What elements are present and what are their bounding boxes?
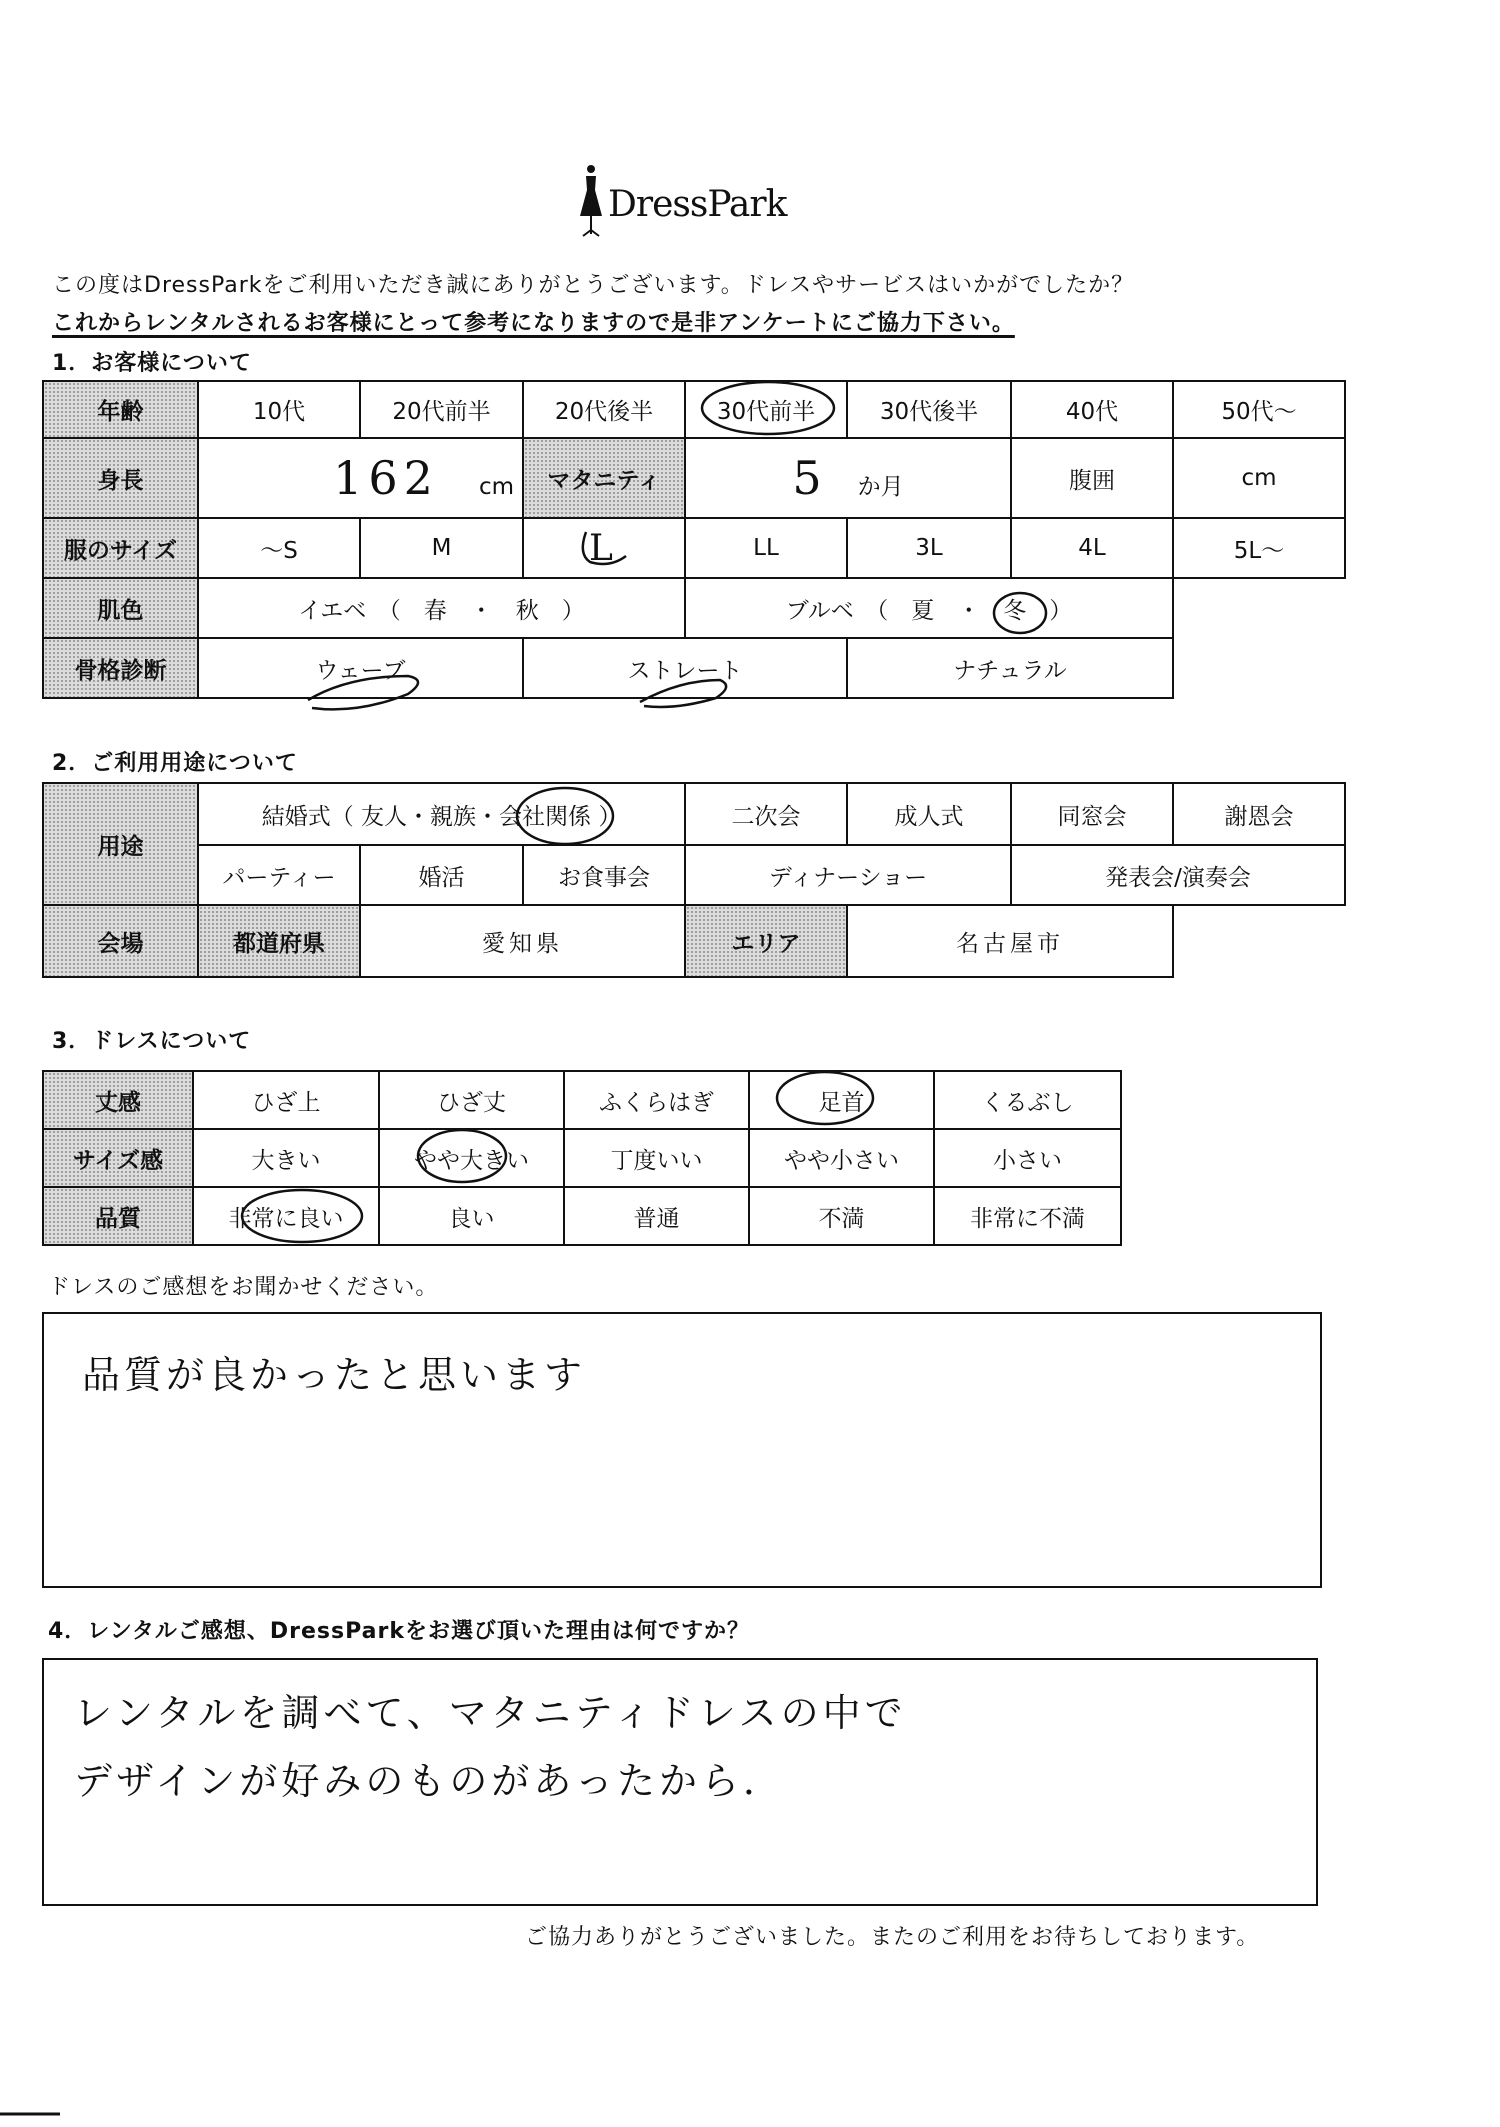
intro-request: これからレンタルされるお客様にとって参考になりますので是非アンケートにご協力下さい。 xyxy=(52,311,1015,336)
use-option[interactable]: 婚活 xyxy=(360,845,523,905)
section3-title: 3．ドレスについて xyxy=(52,1029,252,1054)
dress-table xyxy=(42,1070,1122,1246)
length-option[interactable]: ふくらはぎ xyxy=(564,1071,749,1129)
section4-title: 4．レンタルご感想、DressParkをお選び頂いた理由は何ですか？ xyxy=(48,1619,750,1644)
length-option[interactable]: 足首 xyxy=(749,1071,934,1129)
quality-option[interactable]: 良い xyxy=(379,1187,564,1245)
age-option[interactable]: 50代〜 xyxy=(1173,381,1345,438)
venue-label: 会場 xyxy=(43,905,198,977)
quality-option[interactable]: 不満 xyxy=(749,1187,934,1245)
height-unit: cm xyxy=(478,474,514,500)
length-label: 丈感 xyxy=(43,1071,193,1129)
reason-answer-line1: レンタルを調べて、マタニティドレスの中で xyxy=(74,1691,907,1735)
use-option[interactable]: 同窓会 xyxy=(1011,783,1173,845)
age-row xyxy=(43,381,1345,438)
use-option[interactable]: パーティー xyxy=(198,845,360,905)
length-option[interactable]: ひざ丈 xyxy=(379,1071,564,1129)
section1-title: 1．お客様について xyxy=(52,351,252,376)
age-label: 年齢 xyxy=(43,381,198,438)
reason-answer-line2: デザインが好みのものがあったから． xyxy=(74,1759,785,1803)
bone-option[interactable]: ストレート xyxy=(523,638,847,698)
use-option[interactable]: お食事会 xyxy=(523,845,685,905)
fit-option[interactable]: やや小さい xyxy=(749,1129,934,1187)
area-value[interactable]: 名古屋市 xyxy=(847,905,1173,977)
customer-table xyxy=(42,380,1346,699)
height-row xyxy=(43,438,1345,518)
bone-label: 骨格診断 xyxy=(43,638,198,698)
size-option[interactable]: 3L xyxy=(847,518,1011,578)
usage-table xyxy=(42,782,1346,978)
closing-message: ご協力ありがとうございました。またのご利用をお待ちしております。 xyxy=(525,1925,1260,1950)
area-label: エリア xyxy=(685,905,847,977)
size-option[interactable]: 〜S xyxy=(198,518,360,578)
prefecture-label: 都道府県 xyxy=(198,905,360,977)
age-option[interactable]: 10代 xyxy=(198,381,360,438)
brand-logo xyxy=(578,162,808,252)
reason-answer-box[interactable] xyxy=(42,1658,1318,1906)
bone-option[interactable]: ナチュラル xyxy=(847,638,1173,698)
size-label: 服のサイズ xyxy=(43,518,198,578)
skin-label: 肌色 xyxy=(43,578,198,638)
age-option[interactable]: 20代後半 xyxy=(523,381,685,438)
quality-option[interactable]: 普通 xyxy=(564,1187,749,1245)
height-value: 162 xyxy=(333,451,439,505)
height-field[interactable] xyxy=(198,438,523,518)
fit-label: サイズ感 xyxy=(43,1129,193,1187)
length-option[interactable]: くるぶし xyxy=(934,1071,1121,1129)
quality-option[interactable]: 非常に不満 xyxy=(934,1187,1121,1245)
maternity-label: マタニティ xyxy=(523,438,685,518)
impression-answer-box[interactable] xyxy=(42,1312,1322,1588)
brand-name: DressPark xyxy=(608,184,787,225)
impression-answer: 品質が良かったと思います xyxy=(82,1353,587,1397)
waist-label: 腹囲 xyxy=(1011,438,1173,518)
use-label: 用途 xyxy=(43,783,198,905)
size-option[interactable]: LL xyxy=(685,518,847,578)
use-option[interactable]: 謝恩会 xyxy=(1173,783,1345,845)
waist-unit[interactable]: cm xyxy=(1173,438,1345,518)
usage-row2 xyxy=(43,845,1345,905)
age-option[interactable]: 40代 xyxy=(1011,381,1173,438)
use-option[interactable]: 成人式 xyxy=(847,783,1011,845)
fit-option[interactable]: 小さい xyxy=(934,1129,1121,1187)
prefecture-value[interactable]: 愛知県 xyxy=(360,905,685,977)
intro-text: この度はDressParkをご利用いただき誠にありがとうございます。ドレスやサービスはいかがでしたか？ xyxy=(52,273,1135,298)
use-option[interactable]: 二次会 xyxy=(685,783,847,845)
wedding-option[interactable]: 結婚式（ 友人・親族・会社関係 ） xyxy=(198,783,685,845)
size-option[interactable]: 4L xyxy=(1011,518,1173,578)
fit-option[interactable]: やや大きい xyxy=(379,1129,564,1187)
fit-row xyxy=(43,1129,1121,1187)
maternity-field[interactable] xyxy=(685,438,1011,518)
usage-row1 xyxy=(43,783,1345,845)
size-option[interactable]: L xyxy=(523,518,685,578)
quality-option[interactable]: 非常に良い xyxy=(193,1187,379,1245)
quality-row xyxy=(43,1187,1121,1245)
use-option[interactable]: 発表会/演奏会 xyxy=(1011,845,1345,905)
fit-option[interactable]: 大きい xyxy=(193,1129,379,1187)
bone-row xyxy=(43,638,1345,698)
venue-row xyxy=(43,905,1345,977)
bone-option[interactable]: ウェーブ xyxy=(198,638,523,698)
age-option[interactable]: 30代後半 xyxy=(847,381,1011,438)
age-option[interactable]: 20代前半 xyxy=(360,381,523,438)
length-row xyxy=(43,1071,1121,1129)
size-row xyxy=(43,518,1345,578)
section2-title: 2．ご利用用途について xyxy=(52,751,298,776)
skin-row xyxy=(43,578,1345,638)
impression-prompt: ドレスのご感想をお聞かせください。 xyxy=(48,1275,439,1300)
size-option[interactable]: 5L〜 xyxy=(1173,518,1345,578)
quality-label: 品質 xyxy=(43,1187,193,1245)
age-option[interactable]: 30代前半 xyxy=(685,381,847,438)
skin-yellow-option[interactable]: イエベ （ 春 ・ 秋 ） xyxy=(198,578,685,638)
maternity-value: 5 xyxy=(792,451,828,505)
maternity-unit: か月 xyxy=(857,474,904,500)
length-option[interactable]: ひざ上 xyxy=(193,1071,379,1129)
size-option[interactable]: M xyxy=(360,518,523,578)
skin-blue-option[interactable]: ブルベ （ 夏 ・ 冬 ） xyxy=(685,578,1173,638)
dress-icon xyxy=(578,164,604,240)
use-option[interactable]: ディナーショー xyxy=(685,845,1011,905)
height-label: 身長 xyxy=(43,438,198,518)
fit-option[interactable]: 丁度いい xyxy=(564,1129,749,1187)
